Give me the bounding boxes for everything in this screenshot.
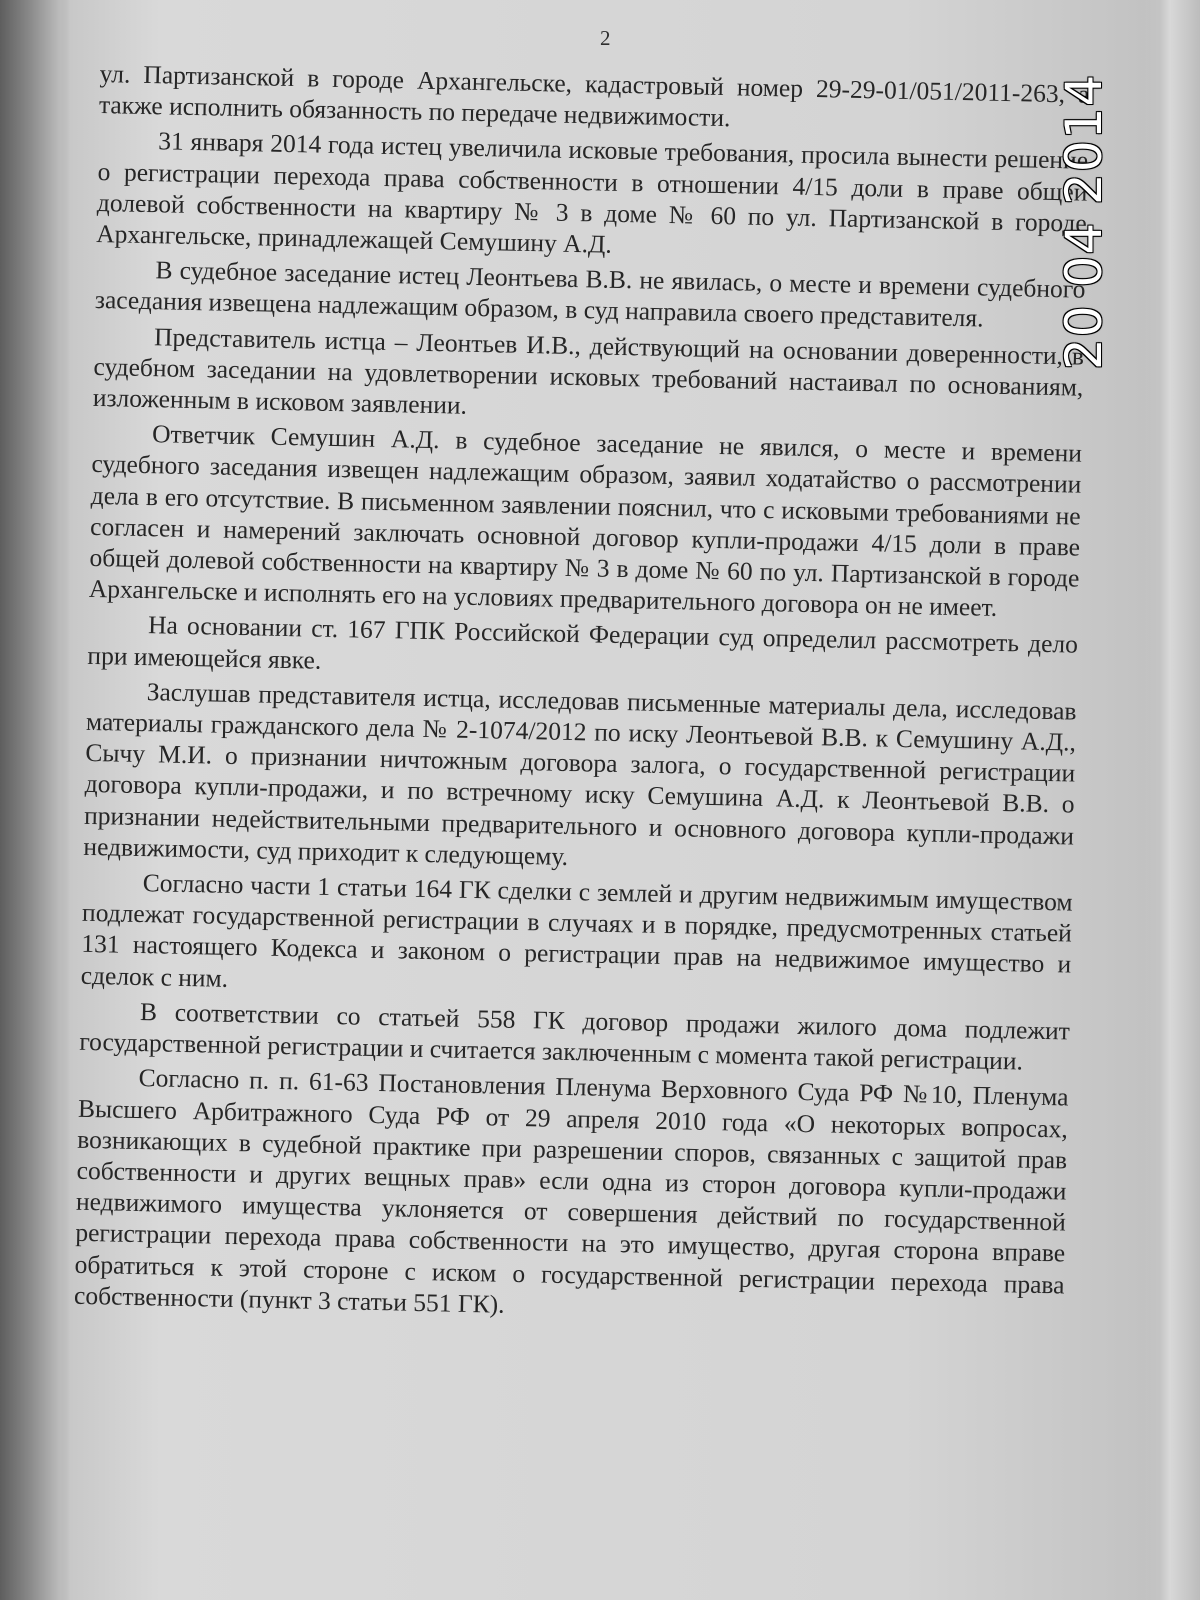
paragraph-3: В судебное заседание истец Леонтьева В.В. не явилась, о месте и времени судебного заседания извещена надлежащим образом, в суд направила своего представителя. (94, 255, 1086, 333)
paragraph-9: В соответствии со статьей 558 ГК договор продажи жилого дома подлежит государственной регистрации и считается заключенным с момента такой регистрации. (79, 996, 1071, 1076)
page-edge (1140, 0, 1200, 1600)
paragraph-10: Согласно п. п. 61-63 Постановления Пленума Верховного Суда РФ №10, Пленума Высшего Арбитражного Суда РФ от 29 апреля 2010 года «О некоторых вопросах, возникающих в судебной практике при разрешении споров, связанных с защитой прав собственности и других вещных прав» если одна из сторон договора купли-продажи недвижимого имущества уклоняется от совершения действий по государственной регистрации перехода права собственности на это имущество, другая сторона вправе обратиться к этой стороне с иском о государственной регистрации перехода права собственности (пункт 3 статьи 551 ГК). (73, 1063, 1069, 1319)
paragraph-2: 31 января 2014 года истец увеличила исковые требования, просила вынести решение о регистрации перехода права собственности в отношении 4/15 доли в праве общей долевой собственности на квартиру № 3 в доме № 60 по ул. Партизанской в городе Архангельске, принадлежащей Семушину А.Д. (96, 126, 1089, 259)
document-body (74, 58, 1090, 1335)
paragraph-4: Представитель истца – Леонтьев И.В., действующий на основании доверенности, в судебном заседании на удовлетворении исковых требований настаивал по основаниям, изложенным в исковом заявлении. (92, 321, 1085, 420)
camera-date-stamp: 20 04 2014 (1055, 73, 1113, 370)
page-number: 2 (600, 26, 611, 50)
paragraph-6: На основании ст. 167 ГПК Российской Федерации суд определил рассмотреть дело при имеющейся явке. (87, 610, 1079, 675)
paragraph-1: ул. Партизанской в городе Архангельске, кадастровый номер 29-29-01/051/2011-263, а также исполнить обязанность по передаче недвижимости. (98, 58, 1090, 133)
paragraph-5: Ответчик Семушин А.Д. в судебное заседание не явился, о месте и времени судебного заседания извещен надлежащим образом, заявил ходатайство о рассмотрении дела в его отсутствие. В письменном заявлении пояснил, что с исковыми требованиями не согласен и намерений заключать основной договор купли-продажи 4/15 доли в праве общей долевой собственности на квартиру № 3 в доме № 60 по ул. Партизанской в городе Архангельске и исполнять его на условиях предварительного договора он не имеет. (88, 419, 1083, 623)
paragraph-7: Заслушав представителя истца, исследовав письменные материалы дела, исследовав материалы гражданского дела № 2-1074/2012 по иску Леонтьевой В.В. к Семушину А.Д., Сычу М.И. о признании ничтожным договора залога, о государственной регистрации договора купли-продажи, и по встречному иску Семушина А.Д. к Леонтьевой В.В. о признании недействительными предварительного и основного договора купли-продажи недвижимости, суд приходит к следующему. (83, 676, 1077, 871)
paragraph-8: Согласно части 1 статьи 164 ГК сделки с землей и другим недвижимым имуществом подлежат государственной регистрации в случаях и в порядке, предусмотренных статьей 131 настоящего Кодекса и законом о регистрации прав на недвижимое имущество и сделок с ним. (80, 868, 1073, 993)
binding-shadow (0, 0, 70, 1600)
